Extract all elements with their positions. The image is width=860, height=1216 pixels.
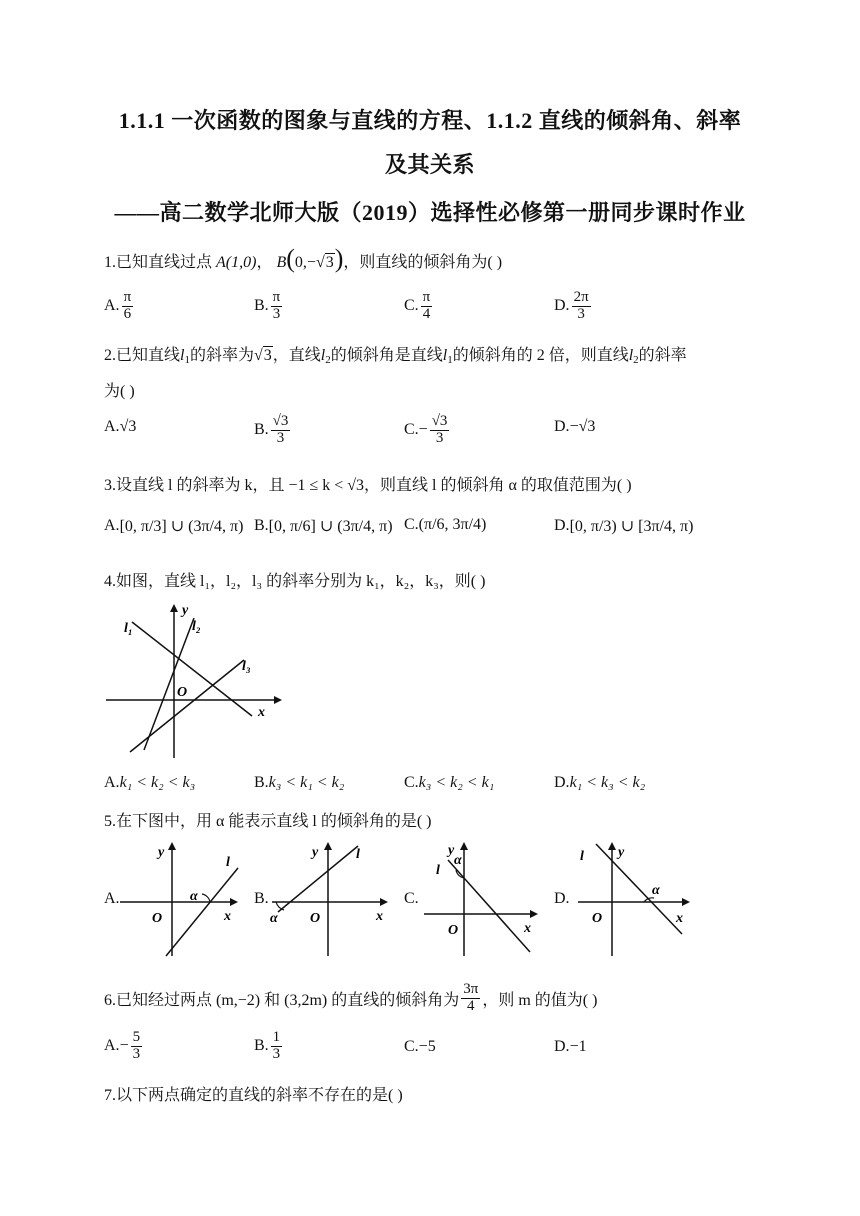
q3-option-d[interactable]: D. [0, π/3) ∪ [3π/4, π) bbox=[554, 517, 694, 535]
q4-y-label: y bbox=[182, 603, 189, 618]
q2-option-c[interactable]: C. − $\frac{√3}{3}$ bbox=[404, 413, 448, 446]
question-7: 7.以下两点确定的直线的斜率不存在的是( ) bbox=[104, 1087, 403, 1104]
q5-figure-a bbox=[120, 840, 250, 958]
svg-text:O: O bbox=[152, 911, 163, 926]
question-6: 6.已知经过两点 (m,−2) 和 (3,2m) 的直线的倾斜角为 $\frac{3\pi}{4}$ ，则 m 的值为( ) bbox=[104, 981, 598, 1014]
q2-option-b[interactable]: B. $\frac{√3}{3}$ bbox=[254, 413, 289, 446]
title-line-1: 1.1.1 一次函数的图象与直线的方程、1.1.2 直线的倾斜角、斜率 bbox=[118, 108, 742, 133]
q5-option-b[interactable]: B. bbox=[254, 890, 269, 907]
q5-figure-d bbox=[574, 840, 704, 958]
question-2-line-1: 2.已知直线$l_1$的斜率为√3，直线$l_2$的倾斜角是直线$l_1$的倾斜角的 2 倍，则直线$l_2$的斜率 bbox=[104, 347, 687, 366]
q4-o-label: O bbox=[177, 685, 188, 700]
svg-text:α: α bbox=[270, 911, 278, 926]
q1-prefix: 1.已知直线过点 bbox=[104, 254, 213, 271]
q1-point-b-label: B bbox=[276, 254, 287, 271]
q2-option-a[interactable]: A. √3 bbox=[104, 418, 137, 435]
svg-text:x: x bbox=[676, 911, 683, 926]
question-3: 3.设直线 l 的斜率为 k，且 −1 ≤ k < √3，则直线 l 的倾斜角 α 的取值范围为( ) bbox=[104, 477, 632, 494]
q1-suffix: ，则直线的倾斜角为( ) bbox=[343, 254, 503, 271]
q4-option-b[interactable]: B. k₃ < k₁ < k₂ bbox=[254, 774, 345, 791]
svg-text:y: y bbox=[158, 845, 165, 860]
q6-option-a[interactable]: A. − $\frac{5}{3}$ bbox=[104, 1029, 141, 1062]
q1-point-a: A(1,0) bbox=[216, 254, 257, 271]
q4-l3-label: l₃ bbox=[242, 659, 251, 674]
q4-option-a[interactable]: A. k₁ < k₂ < k₃ bbox=[104, 774, 196, 791]
q4-option-c[interactable]: C. k₃ < k₂ < k₁ bbox=[404, 774, 495, 791]
q4-figure bbox=[104, 600, 284, 760]
svg-text:α: α bbox=[454, 853, 462, 868]
svg-text:y: y bbox=[312, 845, 319, 860]
q4-l1-label: l₁ bbox=[124, 621, 133, 636]
q6-option-d[interactable]: D. −1 bbox=[554, 1038, 587, 1055]
q5-option-c[interactable]: C. bbox=[404, 890, 419, 907]
q1-sqrt: 3 bbox=[325, 254, 334, 271]
q1-option-b[interactable]: B. $\frac{\pi}{3}$ bbox=[254, 289, 281, 322]
q5-option-d[interactable]: D. bbox=[554, 890, 570, 907]
svg-text:l: l bbox=[356, 847, 360, 862]
question-5: 5.在下图中，用 α 能表示直线 l 的倾斜角的是( ) bbox=[104, 813, 432, 830]
svg-text:y: y bbox=[618, 845, 625, 860]
q6-option-b[interactable]: B. $\frac{1}{3}$ bbox=[254, 1029, 281, 1062]
q3-option-b[interactable]: B. [0, π/6] ∪ (3π/4, π) bbox=[254, 517, 393, 535]
q3-option-c[interactable]: C. (π/6, 3π/4) bbox=[404, 516, 487, 533]
q5-figure-b bbox=[268, 840, 398, 958]
question-2-line-2: 为( ) bbox=[104, 383, 135, 400]
q1-point-b-val: 0,− bbox=[294, 254, 316, 271]
svg-text:x: x bbox=[376, 909, 383, 924]
q4-option-d[interactable]: D. k₁ < k₃ < k₂ bbox=[554, 774, 646, 791]
svg-text:l: l bbox=[436, 863, 440, 878]
svg-text:y: y bbox=[448, 843, 455, 858]
title-line-2: 及其关系 bbox=[384, 152, 475, 177]
q5-figure-c bbox=[420, 840, 550, 958]
q1-option-c[interactable]: C. $\frac{\pi}{4}$ bbox=[404, 289, 431, 322]
svg-text:α: α bbox=[652, 883, 660, 898]
q3-option-a[interactable]: A. [0, π/3] ∪ (3π/4, π) bbox=[104, 517, 244, 535]
svg-text:O: O bbox=[310, 911, 321, 926]
q6-option-c[interactable]: C. −5 bbox=[404, 1038, 436, 1055]
svg-text:O: O bbox=[448, 923, 459, 938]
svg-text:l: l bbox=[580, 849, 584, 864]
svg-text:α: α bbox=[190, 889, 198, 904]
q4-l2-label: l₂ bbox=[192, 619, 201, 634]
q2-option-d[interactable]: D. −√3 bbox=[554, 418, 596, 435]
svg-text:x: x bbox=[224, 909, 231, 924]
svg-text:l: l bbox=[226, 855, 230, 870]
q1-option-d[interactable]: D. $\frac{2\pi}{3}$ bbox=[554, 289, 589, 322]
question-1: 1.已知直线过点 A(1,0)， B(0,−√3)，则直线的倾斜角为( ) bbox=[104, 244, 503, 273]
q4-x-label: x bbox=[258, 705, 265, 720]
svg-text:O: O bbox=[592, 911, 603, 926]
svg-text:x: x bbox=[524, 921, 531, 936]
q1-option-a[interactable]: A. $\frac{\pi}{6}$ bbox=[104, 289, 132, 322]
q5-option-a[interactable]: A. bbox=[104, 890, 120, 907]
question-4: 4.如图，直线 l₁，l₂，l₃ 的斜率分别为 k₁，k₂，k₃，则( ) bbox=[104, 573, 486, 590]
title-line-3: ——高二数学北师大版（2019）选择性必修第一册同步课时作业 bbox=[114, 200, 746, 225]
